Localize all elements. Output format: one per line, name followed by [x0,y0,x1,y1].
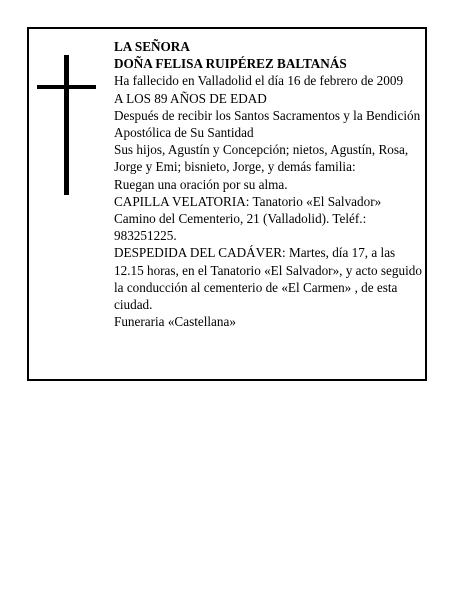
prayer-request-line: Ruegan una oración por su alma. [114,176,288,192]
age-line: A LOS 89 AÑOS DE EDAD [114,90,267,106]
sacraments-line: Después de recibir los Santos Sacramentos y la Bendición Apostólica de Su Santidad [114,107,421,141]
notice-title-line-2: DOÑA FELISA RUIPÉREZ BALTANÁS [114,56,347,72]
obituary-text-block [114,38,424,330]
chapel-info-line: CAPILLA VELATORIA: Tanatorio «El Salvador» Camino del Cementerio, 21 (Valladolid). Teléf.: 983251225. [114,193,382,244]
funeral-home-line: Funeraria «Castellana» [114,314,236,330]
cross-horizontal-bar [37,85,96,89]
family-line: Sus hijos, Agustín y Concepción; nietos, Agustín, Rosa, Jorge y Emi; bisnieto, Jorge, y demás familia: [114,142,409,175]
death-date-line: Ha fallecido en Valladolid el día 16 de febrero de 2009 [114,73,404,89]
farewell-info-line: DESPEDIDA DEL CADÁVER: Martes, día 17, a las 12.15 horas, en el Tanatorio «El Salvador», y acto seguido la conducción al cementerio de «El Carmen» , de esta ciudad. [114,245,422,313]
notice-title-line-1: LA SEÑORA [114,39,190,54]
cross-vertical-bar [64,55,69,195]
